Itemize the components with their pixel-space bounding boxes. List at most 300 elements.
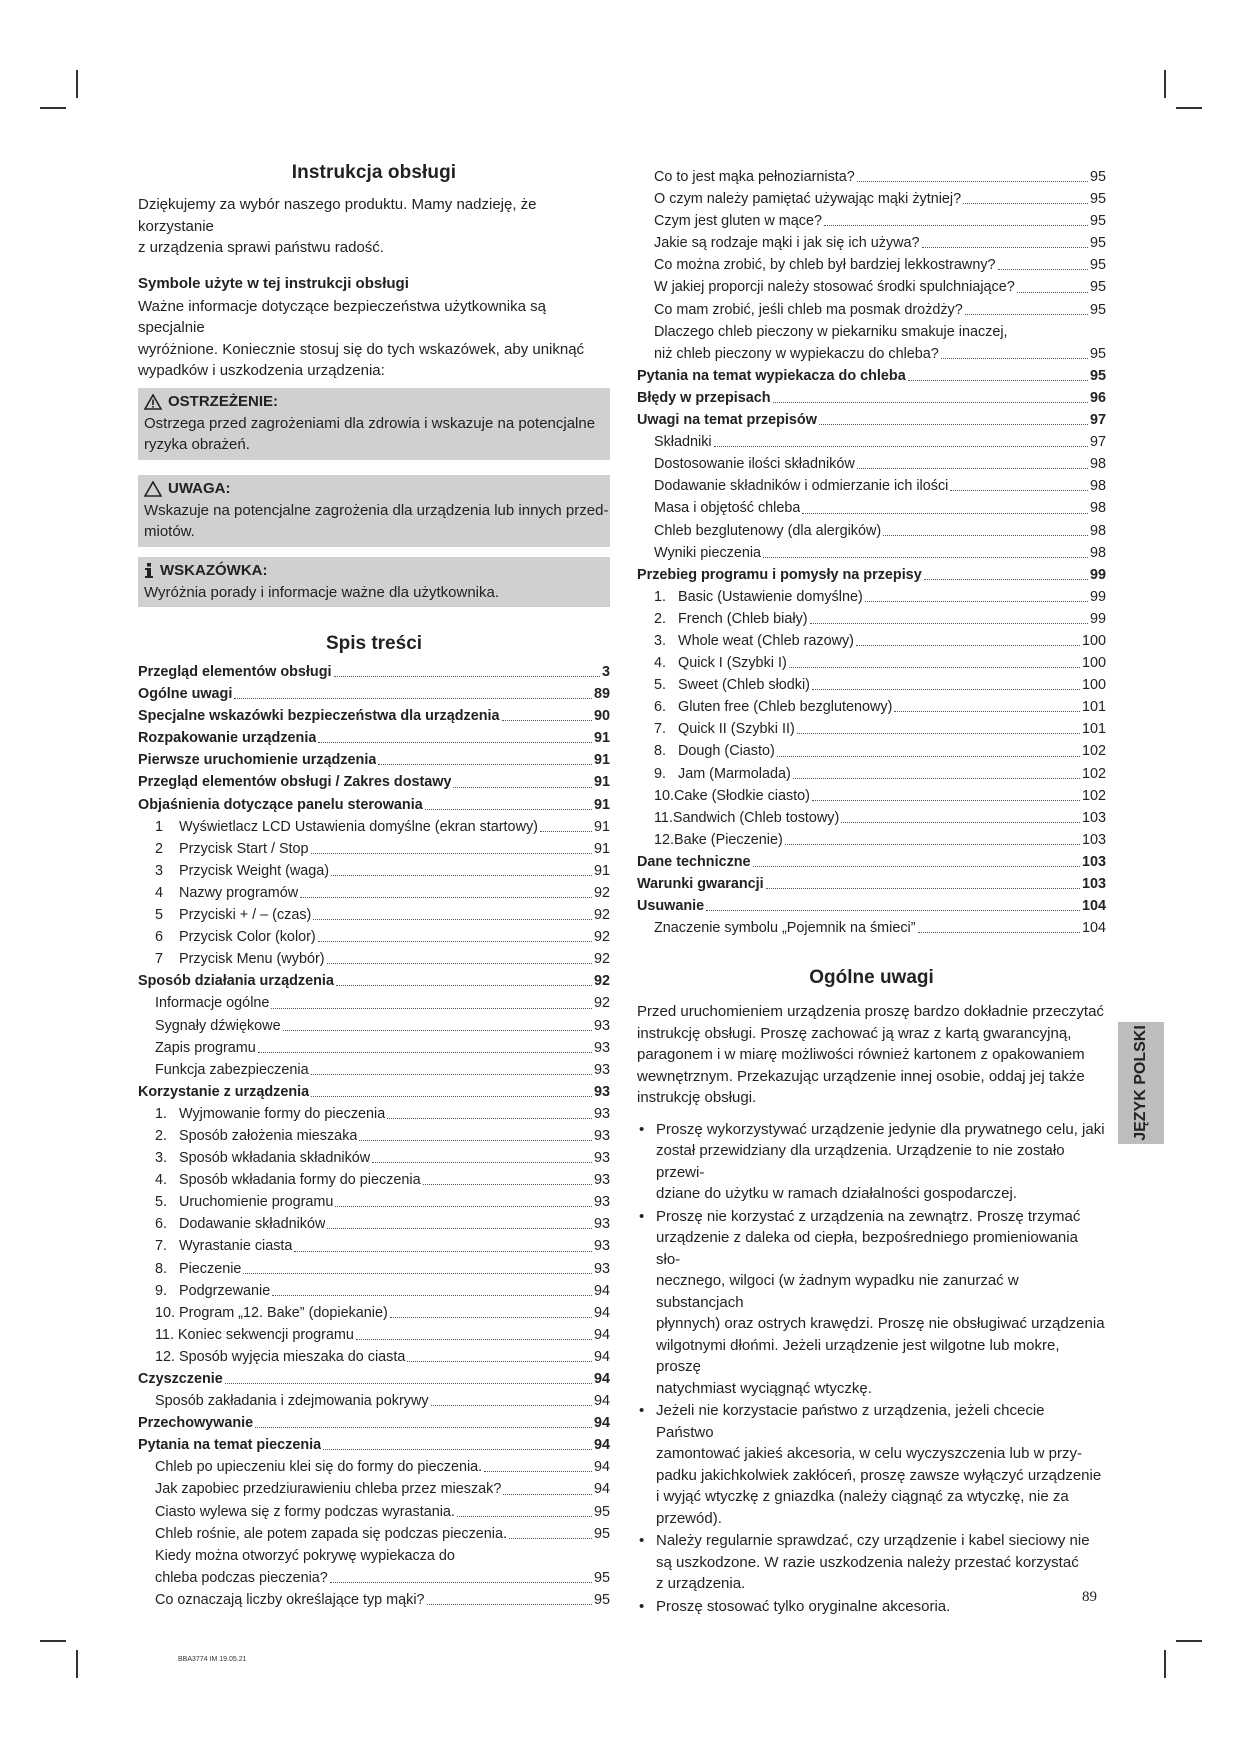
toc-entry-title: Przegląd elementów obsługi <box>138 664 332 680</box>
toc-entry <box>138 771 610 793</box>
language-tab-label: JĘZYK POLSKI <box>1132 1025 1149 1141</box>
symbols-text: Ważne informacje dotyczące bezpieczeństwa użytkownika są specjalnie wyróżnione. Koniecznie stosuj się do tych wskazówek, aby uniknąć wypadków i uszkodzenia urządzenia: <box>138 297 585 379</box>
toc-leader-dots <box>331 875 592 876</box>
general-notes-title: Ogólne uwagi <box>809 967 934 989</box>
toc-entry <box>138 1103 610 1125</box>
toc-entry <box>637 520 1106 542</box>
toc-entry <box>138 1280 610 1302</box>
right-column <box>637 166 1106 1618</box>
toc-entry-title: Przycisk Menu (wybór) <box>179 951 325 968</box>
toc-leader-dots <box>387 1118 592 1119</box>
toc-entry-title: Warunki gwarancji <box>637 876 764 892</box>
toc-entry-title: Wyświetlacz LCD Ustawienia domyślne (ekran startowy) <box>179 818 538 835</box>
toc-page-number: 95 <box>1089 345 1106 362</box>
toc-page-number: 95 <box>1089 169 1106 185</box>
toc-entry-number: 2 <box>155 840 164 857</box>
caution-box <box>138 475 610 547</box>
toc-leader-dots <box>793 778 1080 779</box>
toc-page-number: 90 <box>593 708 610 725</box>
toc-leader-dots <box>378 764 592 765</box>
toc-page-number: 102 <box>1081 743 1106 760</box>
toc-page-number: 102 <box>1081 765 1106 782</box>
toc-entry <box>138 683 610 705</box>
toc-entry <box>138 1324 610 1346</box>
toc-entry <box>637 453 1106 475</box>
toc-page-number: 93 <box>593 1039 610 1056</box>
toc-page-number: 94 <box>593 1348 610 1365</box>
toc-entry <box>637 497 1106 519</box>
toc-entry-title: Funkcja zabezpieczenia <box>155 1061 309 1078</box>
toc-entry-number: 4. <box>155 1172 168 1189</box>
toc-entry-title: Quick II (Szybki II) <box>678 721 795 738</box>
toc-entry-title: Co oznaczają liczby określające typ mąki? <box>155 1591 425 1608</box>
toc-page-number: 94 <box>593 1304 610 1321</box>
toc-page-number: 98 <box>1089 500 1106 517</box>
toc-entry-number: 4 <box>155 884 164 901</box>
toc-page-number: 94 <box>593 1437 610 1454</box>
toc-entry-title: Dane techniczne <box>637 853 751 870</box>
toc-leader-dots <box>819 424 1088 425</box>
toc-page-number: 103 <box>1081 853 1106 870</box>
toc-leader-dots <box>318 742 592 743</box>
toc-page-number: 92 <box>593 929 610 946</box>
toc-entry <box>637 409 1106 431</box>
toc-entry-title: Podgrzewanie <box>179 1282 271 1299</box>
toc-leader-dots <box>234 698 592 699</box>
toc-leader-dots <box>941 358 1088 359</box>
toc-page-number: 93 <box>593 1172 610 1189</box>
toc-entry <box>138 727 610 749</box>
toc-entry <box>637 674 1106 696</box>
intro-text: Dziękujemy za wybór naszego produktu. Mamy nadzieję, że korzystanie z urządzenia sprawi państwu radość. <box>138 196 537 256</box>
toc-leader-dots <box>255 1427 592 1428</box>
toc-page-number: 103 <box>1081 831 1106 848</box>
toc-page-number: 99 <box>1089 588 1106 605</box>
toc-entry <box>138 1258 610 1280</box>
toc-entry <box>138 1368 610 1390</box>
toc-entry <box>637 785 1106 807</box>
toc-entry <box>637 917 1106 939</box>
toc-entry-title: Pieczenie <box>179 1260 242 1277</box>
caution-label: UWAGA: <box>168 479 231 497</box>
info-icon <box>144 563 154 579</box>
toc-leader-dots <box>810 623 1088 624</box>
toc-entry-title: Wyrastanie ciasta <box>179 1238 293 1255</box>
toc-leader-dots <box>258 1052 592 1053</box>
toc-entry-title: 11.Sandwich (Chleb tostowy) <box>654 809 840 826</box>
toc-entry-number: 2. <box>654 610 667 627</box>
toc-entry-title: Usuwanie <box>637 898 705 915</box>
toc-entry-number: 5. <box>654 677 667 694</box>
toc-entry-title: Co to jest mąka pełnoziarnista? <box>654 169 855 185</box>
toc-right-list <box>637 166 1106 939</box>
toc-entry <box>138 948 610 970</box>
toc-entry-title: Co mam zrobić, jeśli chleb ma posmak drożdży? <box>654 301 963 318</box>
toc-entry <box>637 740 1106 762</box>
bullet-item: • Proszę nie korzystać z urządzenia na zewnątrz. Proszę trzymać urządzenie z daleka od ciepła, bezpośredniego promieniowania sło- necznego, wilgoci (w żadnym wypadku nie zanurzać w substancjach płynnych) oraz ostrych krawędzi. Proszę nie obsługiwać urządzenia wilgotnymi dłońmi. Jeżeli urządzenie jest wilgotne lub mokre, proszę natychmiast wyciągnąć wtyczkę. <box>637 1206 1106 1400</box>
toc-leader-dots <box>763 557 1088 558</box>
language-tab <box>1118 1022 1164 1144</box>
toc-leader-dots <box>857 181 1088 182</box>
toc-entry-number: 8. <box>654 743 667 760</box>
crop-mark <box>76 70 78 98</box>
toc-entry <box>138 816 610 838</box>
toc-leader-dots <box>283 1030 592 1031</box>
toc-page-number: 94 <box>593 1459 610 1476</box>
toc-page-number: 95 <box>593 1503 610 1520</box>
toc-page-number: 93 <box>593 1216 610 1233</box>
toc-page-number: 103 <box>1081 876 1106 892</box>
toc-entry <box>637 542 1106 564</box>
toc-entry-number: 1. <box>654 588 667 605</box>
symbols-heading: Symbole użyte w tej instrukcji obsługi <box>138 274 409 292</box>
toc-leader-dots <box>334 676 600 677</box>
toc-leader-dots <box>335 1206 592 1207</box>
toc-leader-dots <box>427 1604 592 1605</box>
toc-entry <box>637 188 1106 210</box>
toc-entry <box>138 860 610 882</box>
toc-entry-title: Uwagi na temat przepisów <box>637 412 817 429</box>
toc-entry-title: Przycisk Weight (waga) <box>179 862 330 879</box>
toc-entry-title: Czym jest gluten w mące? <box>654 213 822 230</box>
warning-text: Ostrzega przed zagrożeniami dla zdrowia i wskazuje na potencjalne ryzyka obrażeń. <box>144 414 596 453</box>
toc-entry-title: Jakie są rodzaje mąki i jak się ich używa? <box>654 235 920 252</box>
toc-entry <box>637 475 1106 497</box>
toc-leader-dots <box>753 866 1080 867</box>
toc-leader-dots <box>841 822 1080 823</box>
toc-entry <box>637 586 1106 608</box>
toc-leader-dots <box>453 787 592 788</box>
toc-page-number: 97 <box>1089 434 1106 451</box>
toc-leader-dots <box>503 1494 592 1495</box>
toc-leader-dots <box>812 689 1080 690</box>
warning-triangle-icon <box>144 394 162 410</box>
warning-label: OSTRZEŻENIE: <box>168 392 279 410</box>
toc-entry-title: Sposób zakładania i zdejmowania pokrywy <box>155 1393 429 1410</box>
bullet-item: • Jeżeli nie korzystacie państwo z urządzenia, jeżeli chcecie Państwo zamontować jakieś akcesoria, w celu wyczyszczenia lub w przy- padku jakichkolwiek zakłóceń, proszę zawsze wyłączyć urządzenie i wyjąć wtyczkę z gniazdka (należy ciągnąć za wtyczkę, nie za przewód). <box>637 1400 1106 1529</box>
toc-leader-dots <box>311 1096 592 1097</box>
toc-page-number: 96 <box>1089 389 1106 406</box>
toc-entry-number: 3. <box>155 1150 168 1167</box>
toc-leader-dots <box>773 402 1088 403</box>
left-column <box>138 162 610 1611</box>
toc-entry-number: 4. <box>654 655 667 672</box>
toc-leader-dots <box>998 269 1088 270</box>
toc-leader-dots <box>271 1008 592 1009</box>
toc-entry <box>138 705 610 727</box>
crop-mark <box>1164 1650 1166 1678</box>
toc-entry-number: 2. <box>155 1127 168 1144</box>
toc-entry-title: Co można zrobić, by chleb był bardziej lekkostrawny? <box>654 257 996 274</box>
toc-left-list <box>138 661 610 1611</box>
toc-page-number: 95 <box>1089 213 1106 230</box>
toc-leader-dots <box>1017 292 1088 293</box>
toc-entry-title: Jak zapobiec przedziurawieniu chleba przez mieszak? <box>155 1481 502 1498</box>
toc-entry-title: Whole weat (Chleb razowy) <box>678 632 854 649</box>
toc-leader-dots <box>390 1317 592 1318</box>
toc-leader-dots <box>356 1339 592 1340</box>
toc-entry <box>637 321 1106 365</box>
toc-page-number: 3 <box>601 664 610 680</box>
toc-entry-line: Dlaczego chleb pieczony w piekarniku smakuje inaczej, <box>654 323 1008 340</box>
toc-entry-title: Przycisk Color (kolor) <box>179 929 316 946</box>
toc-entry <box>637 166 1106 188</box>
general-intro: Przed uruchomieniem urządzenia proszę bardzo dokładnie przeczytać instrukcję obsługi. Proszę zachować ją wraz z kartą gwarancyjną, paragonem i w miarę możliwości również kartonem z opakowaniem wewnętrznym. Przekazując urządzenie innej osobie, oddaj jej także instrukcję obsługi. <box>637 1003 1104 1107</box>
toc-leader-dots <box>323 1449 592 1450</box>
crop-mark <box>76 1650 78 1678</box>
toc-entry <box>138 1434 610 1456</box>
toc-entry <box>637 763 1106 785</box>
toc-page-number: 93 <box>593 1260 610 1277</box>
toc-leader-dots <box>407 1361 592 1362</box>
toc-leader-dots <box>359 1140 592 1141</box>
toc-entry-title: Przyciski + / – (czas) <box>179 907 312 924</box>
crop-mark <box>40 107 66 109</box>
toc-entry <box>138 882 610 904</box>
toc-page-number: 91 <box>593 774 610 791</box>
toc-entry <box>637 807 1106 829</box>
toc-entry-title: Składniki <box>654 434 712 451</box>
warning-box <box>138 388 610 460</box>
toc-entry-number: 7 <box>155 951 164 968</box>
toc-entry <box>637 608 1106 630</box>
toc-entry <box>637 232 1106 254</box>
toc-entry-title: Ciasto wylewa się z formy podczas wyrastania. <box>155 1503 455 1520</box>
toc-leader-dots <box>785 844 1080 845</box>
toc-entry-title: Przycisk Start / Stop <box>179 840 309 857</box>
hint-label: WSKAZÓWKA: <box>160 561 268 579</box>
footer-code: BBA3774 IM 19.05.21 <box>178 1656 247 1663</box>
hint-box <box>138 557 610 608</box>
toc-entry-title: Przechowywanie <box>138 1415 254 1432</box>
toc-entry <box>138 1589 610 1611</box>
toc-entry-title: Dodawanie składników i odmierzanie ich ilości <box>654 478 949 495</box>
toc-leader-dots <box>372 1162 592 1163</box>
toc-entry-line: Kiedy można otworzyć pokrywę wypiekacza do <box>155 1547 455 1564</box>
toc-page-number: 101 <box>1081 721 1106 738</box>
toc-entry <box>138 1523 610 1545</box>
toc-page-number: 102 <box>1081 787 1106 804</box>
toc-leader-dots <box>777 756 1080 757</box>
toc-leader-dots <box>950 490 1088 491</box>
toc-page-number: 95 <box>1089 279 1106 296</box>
manual-title: Instrukcja obsługi <box>291 162 457 183</box>
toc-leader-dots <box>272 1295 592 1296</box>
toc-page-number: 94 <box>593 1393 610 1410</box>
toc-page-number: 92 <box>593 973 610 990</box>
toc-leader-dots <box>484 1471 592 1472</box>
toc-page-number: 100 <box>1081 632 1106 649</box>
toc-leader-dots <box>509 1538 592 1539</box>
toc-leader-dots <box>789 667 1080 668</box>
toc-entry-number: 9. <box>155 1282 168 1299</box>
toc-page-number: 91 <box>593 818 610 835</box>
bullet-item: • Należy regularnie sprawdzać, czy urządzenie i kabel sieciowy nie są uszkodzone. W razie uszkodzenia należy przestać korzystać z urządzenia. <box>637 1530 1106 1595</box>
toc-entry-title: 10.Cake (Słodkie ciasto) <box>654 787 810 804</box>
toc-page-number: 94 <box>593 1282 610 1299</box>
toc-entry-title: Rozpakowanie urządzenia <box>138 730 317 747</box>
toc-entry-title: Przegląd elementów obsługi / Zakres dostawy <box>138 774 452 791</box>
toc-entry-title: Gluten free (Chleb bezglutenowy) <box>678 699 893 716</box>
toc-entry <box>637 652 1106 674</box>
toc-entry-title: Pytania na temat wypiekacza do chleba <box>637 367 906 384</box>
toc-entry <box>138 1081 610 1103</box>
toc-page-number: 91 <box>593 840 610 857</box>
toc-entry <box>637 254 1106 276</box>
toc-entry-title: 12. Sposób wyjęcia mieszaka do ciasta <box>155 1348 406 1365</box>
toc-entry <box>138 1191 610 1213</box>
toc-entry <box>138 794 610 816</box>
toc-entry <box>138 1390 610 1412</box>
toc-leader-dots <box>225 1383 592 1384</box>
toc-page-number: 91 <box>593 862 610 879</box>
toc-entry-title: Masa i objętość chleba <box>654 500 801 517</box>
toc-entry-number: 9. <box>654 765 667 782</box>
toc-entry <box>637 276 1106 298</box>
toc-entry <box>138 1147 610 1169</box>
toc-page-number: 94 <box>593 1371 610 1387</box>
toc-page-number: 93 <box>593 1238 610 1255</box>
toc-leader-dots <box>327 1228 592 1229</box>
toc-leader-dots <box>540 831 592 832</box>
toc-page-number: 95 <box>1089 301 1106 318</box>
toc-entry <box>637 696 1106 718</box>
toc-page-number: 93 <box>593 1017 610 1034</box>
toc-page-number: 92 <box>593 995 610 1012</box>
toc-entry-title: Sposób działania urządzenia <box>138 973 334 990</box>
toc-leader-dots <box>311 853 592 854</box>
bullet-item: • Proszę wykorzystywać urządzenie jedynie dla prywatnego celu, jaki został przewidziany dla urządzenia. Urządzenie to nie zostało przewi- dziane do użytku w ramach działalności gospodarczej. <box>637 1119 1106 1205</box>
toc-entry-title: Wyjmowanie formy do pieczenia <box>179 1105 386 1122</box>
toc-page-number: 93 <box>593 1194 610 1211</box>
toc-page-number: 101 <box>1081 699 1106 716</box>
toc-entry <box>138 838 610 860</box>
toc-page-number: 99 <box>1089 610 1106 627</box>
toc-leader-dots <box>714 446 1088 447</box>
toc-leader-dots <box>802 513 1088 514</box>
toc-leader-dots <box>812 800 1080 801</box>
crop-mark <box>1176 107 1202 109</box>
toc-leader-dots <box>797 733 1080 734</box>
toc-leader-dots <box>883 535 1088 536</box>
toc-leader-dots <box>431 1405 592 1406</box>
toc-entry-title: 11. Koniec sekwencji programu <box>155 1326 354 1343</box>
toc-page-number: 103 <box>1081 809 1106 826</box>
toc-leader-dots <box>908 380 1088 381</box>
toc-entry-title: Chleb bezglutenowy (dla alergików) <box>654 522 882 539</box>
toc-page-number: 95 <box>593 1569 610 1586</box>
toc-entry-title: Pierwsze uruchomienie urządzenia <box>138 752 377 769</box>
toc-page-number: 93 <box>593 1083 610 1100</box>
toc-leader-dots <box>425 809 592 810</box>
page-number: 89 <box>1082 1589 1097 1605</box>
toc-entry-title: Pytania na temat pieczenia <box>138 1437 322 1454</box>
toc-page-number: 92 <box>593 951 610 968</box>
toc-entry-number: 3. <box>654 632 667 649</box>
toc-page-number: 95 <box>1089 367 1106 384</box>
toc-entry-title: 12.Bake (Pieczenie) <box>654 831 783 848</box>
crop-mark <box>1176 1640 1202 1642</box>
toc-leader-dots <box>243 1273 592 1274</box>
toc-entry-title: Błędy w przepisach <box>637 389 771 406</box>
toc-leader-dots <box>457 1516 592 1517</box>
toc-entry <box>138 749 610 771</box>
toc-leader-dots <box>857 468 1088 469</box>
toc-page-number: 99 <box>1089 566 1106 583</box>
toc-page-number: 93 <box>593 1105 610 1122</box>
toc-entry-number: 5 <box>155 907 164 924</box>
caution-triangle-icon <box>144 481 162 497</box>
toc-entry <box>138 1125 610 1147</box>
toc-entry <box>637 564 1106 586</box>
toc-page-number: 93 <box>593 1150 610 1167</box>
toc-entry-title: Basic (Ustawienie domyślne) <box>678 588 863 605</box>
toc-entry <box>637 873 1106 895</box>
toc-entry-title: Sweet (Chleb słodki) <box>678 677 810 694</box>
toc-entry-title: W jakiej proporcji należy stosować środki spulchniające? <box>654 279 1015 296</box>
toc-page-number: 98 <box>1089 544 1106 561</box>
toc-entry-title: French (Chleb biały) <box>678 610 808 627</box>
toc-entry <box>637 895 1106 917</box>
toc-entry-title: Sposób założenia mieszaka <box>179 1127 358 1144</box>
toc-leader-dots <box>965 314 1088 315</box>
toc-entry <box>138 1213 610 1235</box>
toc-entry-title: Nazwy programów <box>179 884 299 901</box>
toc-entry-title: Informacje ogólne <box>155 995 270 1012</box>
toc-entry <box>637 299 1106 321</box>
toc-entry <box>138 1346 610 1368</box>
toc-entry <box>637 851 1106 873</box>
toc-leader-dots <box>502 720 592 721</box>
toc-entry-title: Sposób wkładania formy do pieczenia <box>179 1172 421 1189</box>
toc-entry-title: Ogólne uwagi <box>138 686 233 703</box>
toc-entry-title: Dough (Ciasto) <box>678 743 775 760</box>
toc-leader-dots <box>294 1251 592 1252</box>
toc-entry <box>138 1235 610 1257</box>
toc-entry <box>138 1169 610 1191</box>
toc-entry-title: Wyniki pieczenia <box>654 544 762 561</box>
toc-leader-dots <box>766 888 1080 889</box>
toc-entry-title: Jam (Marmolada) <box>678 765 791 782</box>
toc-page-number: 92 <box>593 907 610 924</box>
toc-entry-title: Dostosowanie ilości składników <box>654 456 855 473</box>
toc-page-number: 94 <box>593 1415 610 1432</box>
toc-entry-number: 6 <box>155 929 164 946</box>
toc-entry <box>138 1478 610 1500</box>
toc-entry-title: Przebieg programu i pomysły na przepisy <box>637 566 922 583</box>
toc-entry-number: 6. <box>654 699 667 716</box>
toc-leader-dots <box>924 579 1088 580</box>
toc-leader-dots <box>300 897 592 898</box>
toc-entry-title: Chleb rośnie, ale potem zapada się podczas pieczenia. <box>155 1525 507 1542</box>
toc-entry-number: 6. <box>155 1216 168 1233</box>
toc-leader-dots <box>706 910 1080 911</box>
toc-page-number: 94 <box>593 1481 610 1498</box>
toc-entry <box>637 431 1106 453</box>
general-bullet-list <box>637 1119 1106 1618</box>
toc-leader-dots <box>311 1074 592 1075</box>
toc-leader-dots <box>327 963 592 964</box>
toc-entry-title: Objaśnienia dotyczące panelu sterowania <box>138 796 423 813</box>
toc-entry <box>637 630 1106 652</box>
toc-entry <box>138 1015 610 1037</box>
caution-text: Wskazuje na potencjalne zagrożenia dla urządzenia lub innych przed- miotów. <box>144 501 609 540</box>
toc-entry-title: Uruchomienie programu <box>179 1194 334 1211</box>
toc-page-number: 89 <box>593 686 610 703</box>
toc-title: Spis treści <box>325 633 423 654</box>
toc-entry <box>138 1302 610 1324</box>
toc-leader-dots <box>918 932 1080 933</box>
